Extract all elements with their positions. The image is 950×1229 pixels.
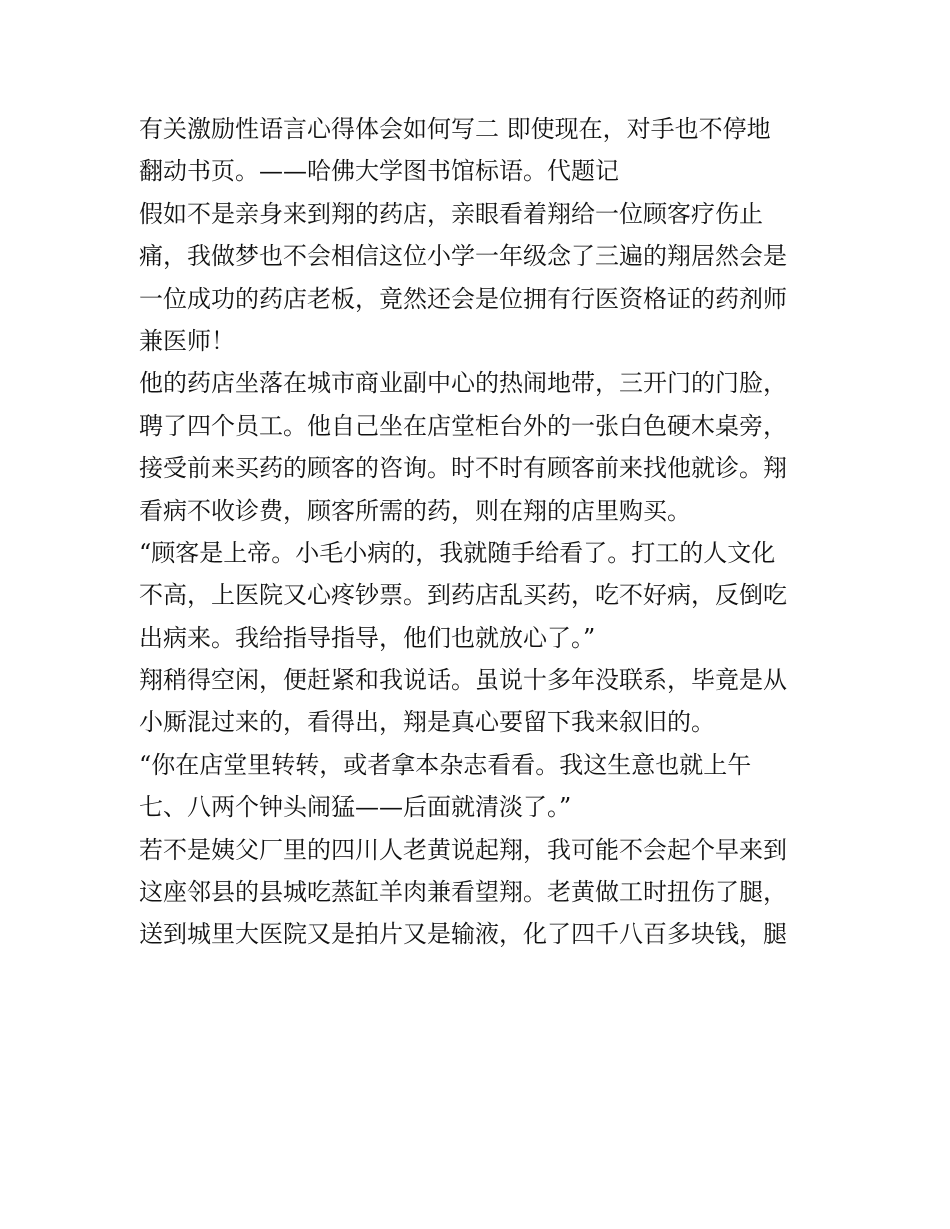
text-line: 他的药店坐落在城市商业副中心的热闹地带，三开门的门脸， (139, 369, 787, 398)
text-line: 送到城里大医院又是拍片又是输液，化了四千八百多块钱，腿 (139, 920, 787, 949)
text-line: 出病来。我给指导指导，他们也就放心了。” (139, 623, 596, 652)
text-line: 一位成功的药店老板，竟然还会是位拥有行医资格证的药剂师 (139, 284, 787, 313)
text-line: 翔稍得空闲，便赶紧和我说话。虽说十多年没联系，毕竟是从 (139, 666, 787, 695)
text-line: 痛，我做梦也不会相信这位小学一年级念了三遍的翔居然会是 (139, 242, 787, 271)
text-line: “你在店堂里转转，或者拿本杂志看看。我这生意也就上午 (139, 750, 752, 779)
text-line: 兼医师！ (139, 326, 235, 355)
text-line: 看病不收诊费，顾客所需的药，则在翔的店里购买。 (139, 496, 691, 525)
text-line: 不高，上医院又心疼钞票。到药店乱买药，吃不好病，反倒吃 (139, 581, 787, 610)
text-line: 七、八两个钟头闹猛——后面就清淡了。” (139, 793, 572, 822)
text-line: 这座邻县的县城吃蒸缸羊肉兼看望翔。老黄做工时扭伤了腿， (139, 878, 787, 907)
text-line: 小厮混过来的，看得出，翔是真心要留下我来叙旧的。 (139, 708, 715, 737)
text-line: 假如不是亲身来到翔的药店，亲眼看着翔给一位顾客疗伤止 (139, 199, 763, 228)
text-line: 若不是姨父厂里的四川人老黄说起翔，我可能不会起个早来到 (139, 835, 787, 864)
text-line: “顾客是上帝。小毛小病的，我就随手给看了。打工的人文化 (139, 538, 776, 567)
text-line: 接受前来买药的顾客的咨询。时不时有顾客前来找他就诊。翔 (139, 454, 787, 483)
text-line: 翻动书页。——哈佛大学图书馆标语。代题记 (139, 157, 619, 186)
text-line: 聘了四个员工。他自己坐在店堂柜台外的一张白色硬木桌旁， (139, 411, 787, 440)
text-line: 有关激励性语言心得体会如何写二 即使现在，对手也不停地 (139, 115, 771, 143)
body-text (139, 108, 829, 956)
